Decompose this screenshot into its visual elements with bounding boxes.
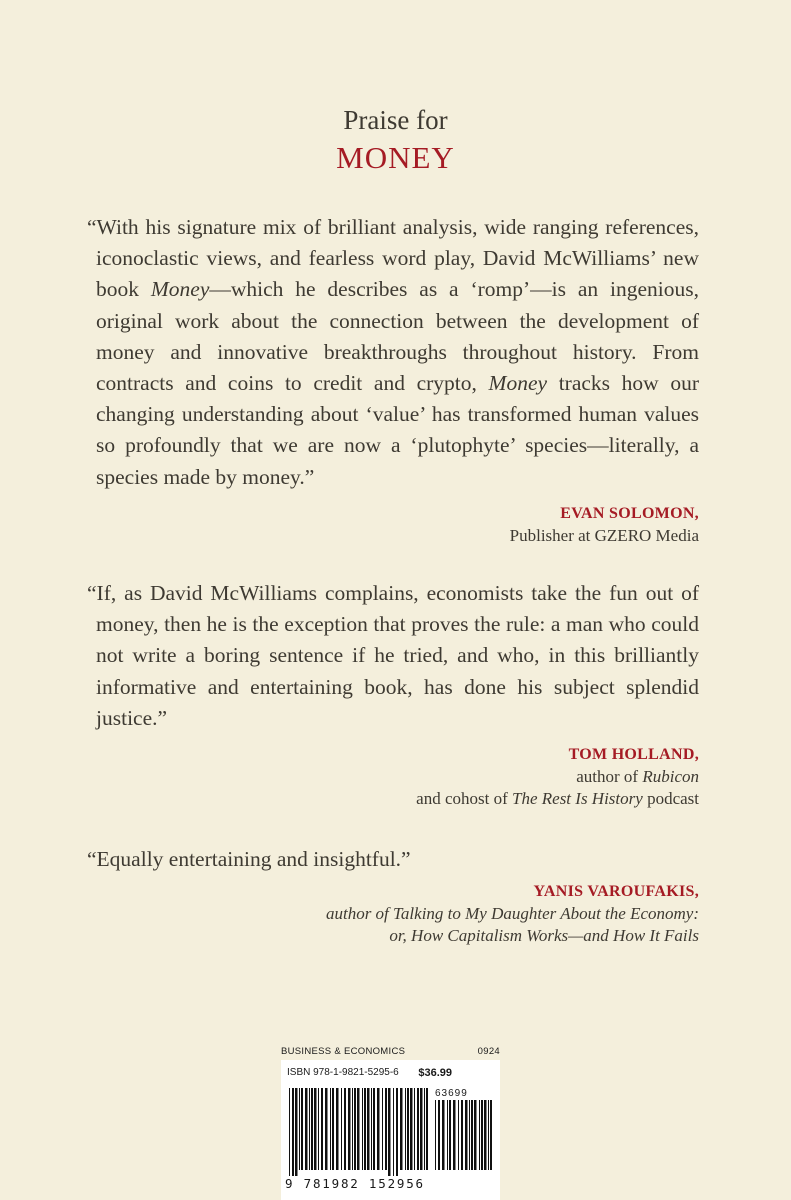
quote-block-3 [87, 844, 699, 947]
category-code: 0924 [477, 1046, 500, 1057]
isbn-label: ISBN 978-1-9821-5295-6 [287, 1067, 399, 1078]
barcode-box [281, 1060, 500, 1200]
attribution [96, 744, 699, 810]
barcode-bar [321, 1088, 323, 1170]
barcode-bar [435, 1100, 436, 1170]
barcode-bar [311, 1088, 313, 1170]
barcode-area [281, 1044, 500, 1200]
italic-title: Talking to My Daughter About the Economy: [393, 904, 699, 924]
barcode-bar [414, 1088, 415, 1170]
barcode-bar [420, 1088, 423, 1170]
quote-segment: —which he describes as a ‘romp’—is an ingenious, original work about the connection between the development of money and innovative breakthroughs throughout history. From contracts and coins to credit and crypto, [96, 277, 700, 396]
price-label: $36.99 [418, 1067, 452, 1079]
attribution-segment: author of [325, 904, 394, 924]
attribution-name: TOM HOLLAND, [568, 746, 699, 764]
barcode-bar [396, 1088, 398, 1176]
barcode-bar [357, 1088, 360, 1170]
attribution [96, 503, 699, 547]
barcode-bar [289, 1088, 290, 1176]
barcode-bar [393, 1088, 394, 1176]
barcode-bar [362, 1088, 363, 1170]
barcode-bar [373, 1088, 375, 1170]
barcode-bar [352, 1088, 353, 1170]
barcode-bar [330, 1088, 331, 1170]
price-addon-barcode [435, 1100, 493, 1176]
barcode-bar [354, 1088, 356, 1170]
quote-text [87, 844, 699, 875]
barcode-bar [348, 1088, 351, 1170]
attribution-line [96, 766, 699, 788]
attribution-segment: podcast [642, 789, 699, 809]
barcode-bar [449, 1100, 451, 1170]
barcode-bar [295, 1088, 298, 1176]
barcode-bar [292, 1088, 294, 1176]
barcode-bar [405, 1088, 406, 1170]
attribution-line [96, 903, 699, 925]
barcode-top-row [281, 1060, 500, 1083]
quote-segment: “If, as David McWilliams complains, economists take the fun out of money, then he is the exception that proves the rule: a man who could not write a boring sentence if he tried, and who, in this brilliantly informative and entertaining book, has done his subject splendid justice.” [87, 581, 699, 730]
barcode-bar [479, 1100, 480, 1170]
attribution-segment: Publisher at GZERO Media [509, 525, 699, 545]
barcode-bar [305, 1088, 308, 1170]
attribution [96, 881, 699, 947]
barcode-bar [299, 1088, 300, 1170]
barcode-bar [424, 1088, 425, 1170]
barcode-bar [371, 1088, 372, 1170]
quote-block-2 [87, 578, 699, 810]
page-header [0, 104, 791, 178]
barcode-bar [469, 1100, 470, 1170]
attribution-segment: author of [576, 767, 643, 787]
barcode-bar [453, 1100, 456, 1170]
barcode-bar [461, 1100, 463, 1170]
quote-segment: “Equally entertaining and insightful.” [87, 847, 411, 871]
italic-title: Rubicon [642, 767, 699, 787]
attribution-line [96, 925, 699, 947]
barcode-bar [474, 1100, 477, 1170]
barcode-bar [481, 1100, 483, 1170]
attribution-lines [96, 903, 699, 947]
italic-title: Money [150, 277, 210, 302]
barcode-digits: 9 781982 152956 [285, 1176, 425, 1191]
barcode-bar [309, 1088, 310, 1170]
barcode-bar [410, 1088, 413, 1170]
book-title: MONEY [336, 140, 455, 175]
barcode-header [281, 1044, 500, 1060]
quote-segment: “With his signature mix of brilliant analysis, wide ranging references, iconoclastic views, and fearless word play, David McWilliams’ new book [87, 215, 699, 302]
quote-segment: tracks how our changing understanding about ‘value’ has transformed human values so profoundly that we are now a ‘plutophyte’ species—literally, a species made by money.” [96, 371, 699, 489]
attribution-line [96, 788, 699, 810]
barcode-bar [325, 1088, 328, 1170]
barcode-bar [318, 1088, 319, 1170]
barcode-bar [426, 1088, 428, 1170]
barcode-bar [442, 1100, 445, 1170]
barcode-bar [400, 1088, 403, 1170]
barcode-bar [367, 1088, 370, 1170]
barcode-bar [364, 1088, 366, 1170]
attribution-name: YANIS VAROUFAKIS, [533, 883, 699, 901]
barcode-bar [388, 1088, 391, 1176]
attribution-line [96, 525, 699, 547]
barcode-bar [382, 1088, 383, 1170]
italic-title: The Rest Is History [512, 789, 643, 809]
addon-digits: 63699 [435, 1088, 468, 1099]
italic-title: or, How Capitalism Works—and How It Fails [389, 926, 699, 946]
barcode-bar [417, 1088, 419, 1170]
barcode-bar [490, 1100, 492, 1170]
barcode-bar [385, 1088, 387, 1170]
italic-title: Money [488, 371, 548, 396]
barcode-bar [438, 1100, 440, 1170]
attribution-lines [96, 525, 699, 547]
attribution-name: EVAN SOLOMON, [560, 504, 699, 522]
barcode-bar [471, 1100, 473, 1170]
category-label: BUSINESS & ECONOMICS [281, 1046, 406, 1057]
attribution-segment: and cohost of [416, 789, 513, 809]
isbn-barcode [289, 1088, 429, 1176]
attribution-lines [96, 766, 699, 810]
barcode-bar [336, 1088, 339, 1170]
quote-text [87, 212, 700, 493]
barcode-bar [332, 1088, 334, 1170]
barcode-bar [377, 1088, 380, 1170]
barcode-bar [341, 1088, 342, 1170]
quote-block-1 [87, 212, 700, 547]
barcode-bar [484, 1100, 487, 1170]
barcode-bar [344, 1088, 346, 1170]
barcode-bar [301, 1088, 303, 1170]
quote-text [87, 578, 699, 734]
barcode-bar [465, 1100, 468, 1170]
barcode-bar [488, 1100, 489, 1170]
barcode-bar [407, 1088, 409, 1170]
barcode-bar [458, 1100, 459, 1170]
praise-heading: Praise for [343, 105, 448, 135]
barcode-bar [314, 1088, 317, 1170]
barcode-bar [447, 1100, 448, 1170]
